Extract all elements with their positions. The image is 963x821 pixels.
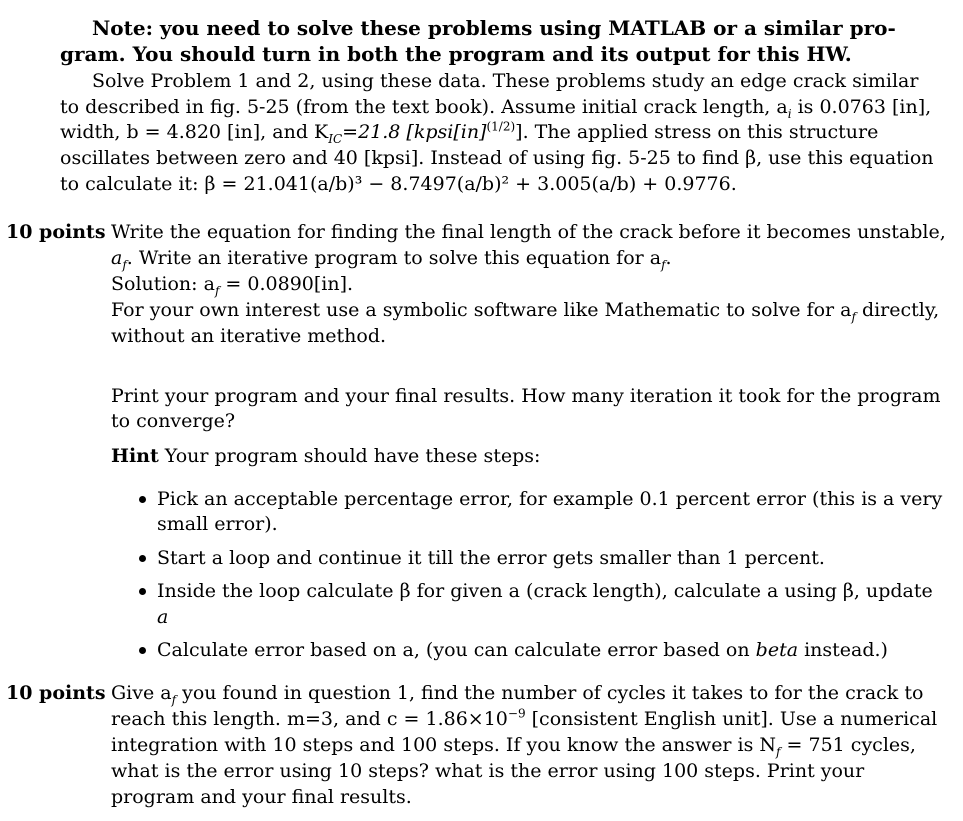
problem2-line-4: what is the error using 10 steps? what is the error using 100 steps. Print your (111, 760, 865, 782)
intro-line-4: oscillates between zero and 40 [kpsi]. Instead of using fig. 5-25 to find β, use this equation (60, 147, 934, 169)
problem1-line-5: without an iterative method. (111, 325, 387, 347)
bullet-dot (139, 496, 146, 503)
problem1-line-7: to converge? (111, 410, 236, 432)
intro-line-3: width, b = 4.820 [in], and $K_{IC}=21.8$ [kpsi[in]$^{(1/2)}$]. The applied stress on this structure (60, 119, 879, 146)
bullet-1-line-2: small error). (157, 513, 278, 535)
problem2-line-2: reach this length. m=3, and $c = 1.86\times 10^{-9}$ [consistent English unit]. Use a numerical (111, 706, 938, 730)
bullet-3-line-2: a (157, 606, 169, 628)
bullet-1-line-1: Pick an acceptable percentage error, for example 0.1 percent error (this is a very (157, 488, 943, 510)
intro-line-1: Solve Problem 1 and 2, using these data. These problems study an edge crack similar (92, 70, 919, 92)
intro-line-5: to calculate it: β = 21.041(a/b)³ − 8.7497(a/b)² + 3.005(a/b) + 0.9776. (60, 173, 737, 195)
bullet-3-line-1: Inside the loop calculate β for given a (crack length), calculate a using β, update (157, 580, 933, 602)
note-line-1: Note: you need to solve these problems using MATLAB or a similar pro- (92, 16, 896, 40)
hint-line: Hint Your program should have these steps: (111, 445, 541, 467)
problem1-solution: Solution: $a_f = 0.0890[in]$. (111, 273, 354, 298)
note-line-2: gram. You should turn in both the program and its output for this HW. (60, 42, 852, 66)
bullet-dot (139, 647, 146, 654)
bullet-4: Calculate error based on a, (you can calculate error based on beta instead.) (157, 639, 888, 661)
problem2-line-5: program and your final results. (111, 786, 412, 808)
intro-line-2: to described in fig. 5-25 (from the text book). Assume initial crack length, $a_i$ is 0.0763 [in], (60, 96, 932, 121)
problem1-line-6: Print your program and your final results. How many iteration it took for the program (111, 385, 941, 407)
problem2-points: 10 points (6, 682, 106, 704)
bullet-dot (139, 555, 146, 562)
problem1-line-4: For your own interest use a symbolic software like Mathematic to solve for $a_f$ directly, (111, 299, 940, 324)
problem1-points: 10 points (6, 221, 106, 243)
bullet-dot (139, 588, 146, 595)
problem1-line-1: Write the equation for finding the final length of the crack before it becomes unstable, (111, 221, 946, 243)
problem2-line-1: Give $a_f$ you found in question 1, find the number of cycles it takes to for the crack to (111, 682, 924, 707)
problem1-line-2: $a_f$. Write an iterative program to solve this equation for $a_f$. (111, 247, 672, 272)
bullet-2: Start a loop and continue it till the error gets smaller than 1 percent. (157, 547, 825, 569)
problem2-line-3: integration with 10 steps and 100 steps. If you know the answer is $N_f = 751$ cycles, (111, 734, 916, 759)
hint-label: Hint (111, 445, 159, 467)
